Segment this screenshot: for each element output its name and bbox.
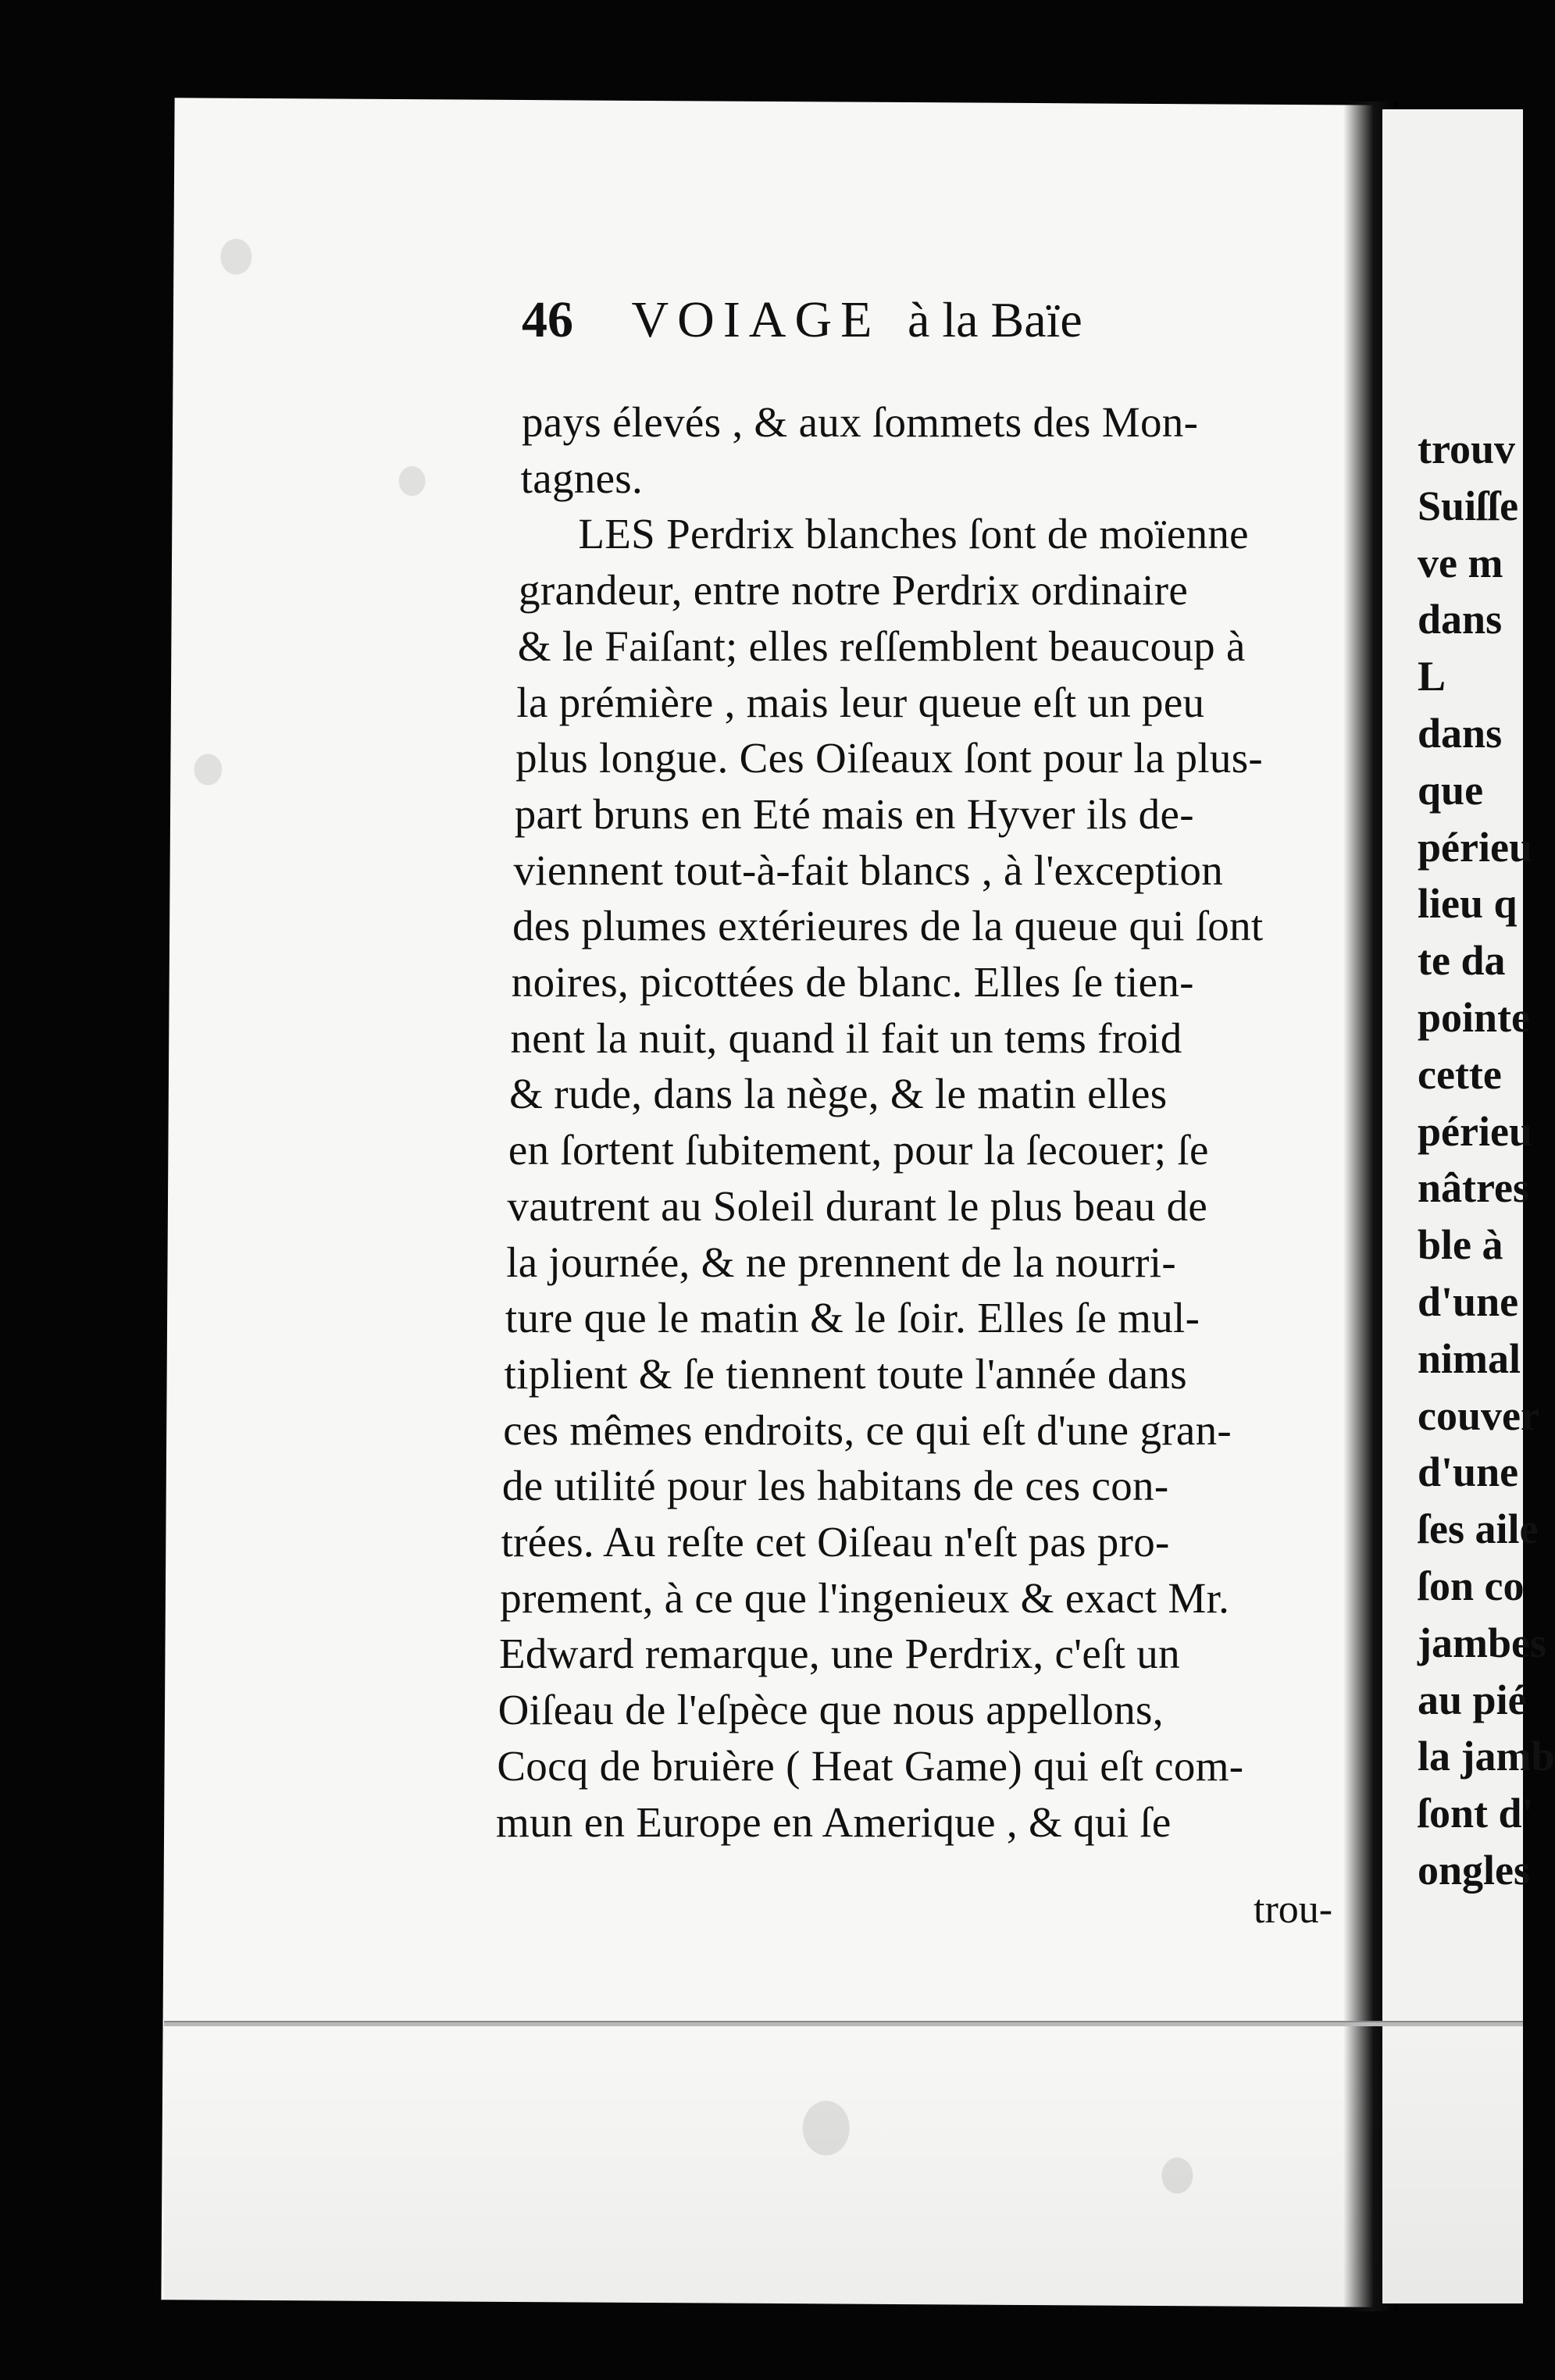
right-page-line: L <box>1418 653 1446 700</box>
right-page-line: Suiſſe <box>1418 482 1519 529</box>
text-line: plus longue. Ces Oiſeaux ſont pour la plus- <box>515 734 1264 782</box>
text-line: vautrent au Soleil durant le plus beau de <box>507 1181 1208 1230</box>
paper-speck <box>194 754 222 785</box>
text-line: viennent tout-à-fait blancs , à l'exception <box>513 846 1224 894</box>
text-line: Edward remarque, une Perdrix, c'eſt un <box>498 1630 1180 1678</box>
right-page-line: ſes aile <box>1418 1505 1539 1553</box>
right-page-line: couver <box>1418 1391 1539 1439</box>
right-page-line: dans <box>1418 596 1503 643</box>
right-page-line: ſon co <box>1418 1562 1525 1609</box>
right-page-line: au pié <box>1418 1676 1527 1723</box>
right-page-line: nâtres <box>1418 1164 1529 1212</box>
right-page-line: périeu <box>1418 1107 1532 1155</box>
right-page-line: te da <box>1418 937 1506 985</box>
text-line: ces mêmes endroits, ce qui eſt d'une gran- <box>503 1406 1232 1454</box>
text-line: pays élevés , & aux ſommets des Mon- <box>522 398 1199 446</box>
text-line: Oiſeau de l'eſpèce que nous appellons, <box>498 1686 1164 1734</box>
right-page-line: périeu <box>1418 823 1532 871</box>
text-line: des plumes extérieures de la queue qui ſont <box>512 902 1264 950</box>
text-line: LES Perdrix blanches ſont de moïenne <box>578 510 1249 558</box>
right-page-line: cette <box>1418 1050 1502 1098</box>
text-line: en ſortent ſubitement, pour la ſecouer; ſe <box>508 1126 1209 1174</box>
right-page-line: pointe <box>1418 994 1531 1041</box>
text-line: mun en Europe en Amerique , & qui ſe <box>496 1797 1172 1846</box>
text-line: la journée, & ne prennent de la nourri- <box>506 1238 1176 1286</box>
page-number: 46 <box>522 291 573 348</box>
right-page-line: lieu q <box>1418 880 1518 928</box>
text-line: prement, à ce que l'ingenieux & exact Mr. <box>500 1573 1230 1622</box>
right-page-line: ſont d' <box>1418 1790 1534 1837</box>
text-line: ture que le matin & le ſoir. Elles ſe mul- <box>505 1294 1200 1342</box>
running-title-rest: à la Baïe <box>907 292 1082 347</box>
right-page-line: ongles <box>1418 1847 1531 1894</box>
text-line: tagnes. <box>520 454 644 502</box>
text-line: de utilité pour les habitans de ces con- <box>501 1462 1169 1510</box>
text-line: & le Faiſant; elles reſſemblent beaucoup à <box>517 622 1246 670</box>
right-page-line: ve m <box>1418 539 1503 586</box>
text-line: noires, picottées de blanc. Elles ſe tien- <box>511 958 1194 1006</box>
scanner-rule <box>164 2021 1523 2026</box>
lower-margin <box>164 2026 1523 2307</box>
right-page-line: trouv <box>1418 426 1516 472</box>
text-line: trées. Au reſte cet Oiſeau n'eſt pas pro- <box>501 1518 1170 1566</box>
text-line: nent la nuit, quand il fait un tems froid <box>510 1014 1182 1062</box>
text-line: part bruns en Eté mais en Hyver ils de- <box>514 789 1194 838</box>
text-line: Cocq de bruière ( Heat Game) qui eſt com- <box>497 1741 1244 1790</box>
running-title: VOIAGE <box>631 291 881 348</box>
text-line: & rude, dans la nège, & le matin elles <box>509 1070 1168 1118</box>
text-line: la prémière , mais leur queue eſt un peu <box>516 678 1205 726</box>
right-page-line: d'une <box>1418 1278 1519 1325</box>
paper-speck <box>399 466 426 496</box>
catchword: trou- <box>1254 1887 1333 1932</box>
running-head <box>522 290 1303 361</box>
right-page-line: nimal <box>1418 1334 1521 1382</box>
text-line: tiplient & ſe tiennent toute l'année dans <box>504 1349 1188 1398</box>
right-page-line: dans <box>1418 710 1503 757</box>
paper-speck <box>220 239 251 275</box>
right-page-line: jambes <box>1418 1619 1546 1666</box>
right-page-line: la jamb <box>1418 1733 1555 1780</box>
text-line: grandeur, entre notre Perdrix ordinaire <box>519 566 1189 615</box>
right-page-line: ble à <box>1418 1221 1503 1269</box>
right-page-line: que <box>1418 766 1484 814</box>
right-page-line: d'une <box>1418 1448 1519 1496</box>
